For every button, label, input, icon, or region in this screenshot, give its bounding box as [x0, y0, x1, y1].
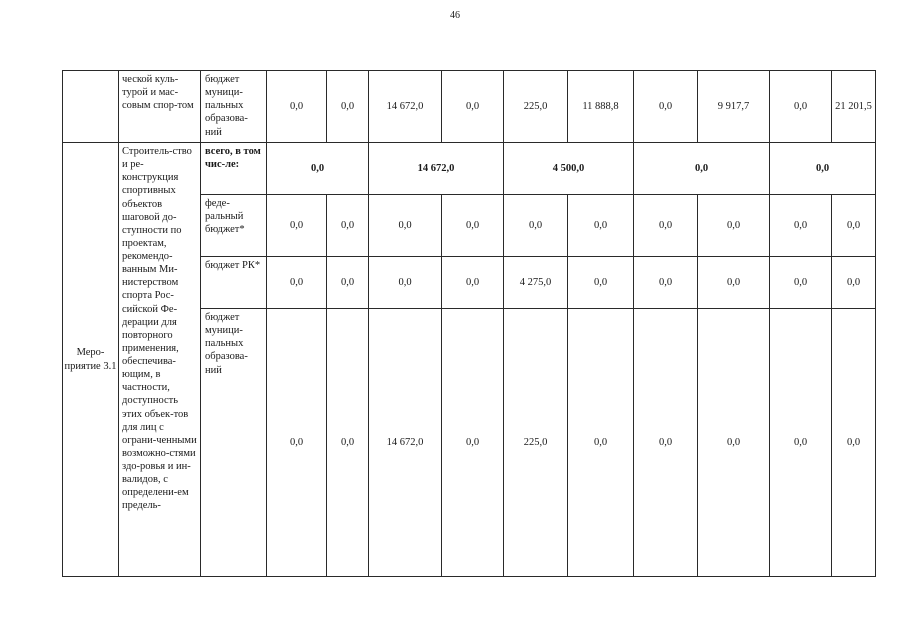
value-cell: 0,0 [267, 257, 327, 309]
table-row [63, 143, 876, 195]
total-value-cell: 0,0 [770, 143, 876, 195]
description-cell: Строитель-ство и ре-конструкция спортивных объектов шаговой до-ступности по проектам, рекомендо-ванным Ми-нистерством спорта Рос-сийской Фе-дерации для повторного применения, обеспечива-ющим, в частности, доступность этих объек-тов для лиц с ограни-ченными возможно-стями здо-ровья и ин-валидов, с определени-ем предель- [119, 143, 201, 577]
value-cell: 0,0 [327, 195, 369, 257]
total-value-cell: 0,0 [634, 143, 770, 195]
value-cell: 4 275,0 [504, 257, 568, 309]
value-cell: 0,0 [832, 195, 876, 257]
budget-source-cell: бюджет муници-пальных образова-ний [201, 309, 267, 577]
value-cell: 0,0 [568, 195, 634, 257]
value-cell: 0,0 [832, 257, 876, 309]
value-cell: 0,0 [770, 309, 832, 577]
page-number: 46 [450, 10, 460, 21]
total-value-cell: 4 500,0 [504, 143, 634, 195]
value-cell: 0,0 [442, 71, 504, 143]
value-cell: 0,0 [267, 309, 327, 577]
value-cell: 0,0 [832, 309, 876, 577]
value-cell: 0,0 [770, 195, 832, 257]
value-cell: 0,0 [327, 309, 369, 577]
value-cell: 0,0 [634, 257, 698, 309]
value-cell: 0,0 [770, 71, 832, 143]
value-cell: 0,0 [634, 71, 698, 143]
value-cell: 0,0 [698, 257, 770, 309]
budget-source-cell: бюджет муници-пальных образова-ний [201, 71, 267, 143]
value-cell: 0,0 [442, 195, 504, 257]
value-cell: 14 672,0 [369, 71, 442, 143]
value-cell: 0,0 [770, 257, 832, 309]
event-cell-empty [63, 71, 119, 143]
value-cell: 0,0 [504, 195, 568, 257]
total-value-cell: 0,0 [267, 143, 369, 195]
value-cell: 0,0 [267, 71, 327, 143]
budget-source-cell: всего, в том чис-ле: [201, 143, 267, 195]
budget-source-cell: бюджет РК* [201, 257, 267, 309]
value-cell: 0,0 [568, 257, 634, 309]
value-cell: 0,0 [568, 309, 634, 577]
value-cell: 0,0 [698, 309, 770, 577]
value-cell: 225,0 [504, 71, 568, 143]
event-label: Меро-приятие 3.1 [63, 143, 119, 577]
value-cell: 9 917,7 [698, 71, 770, 143]
value-cell: 0,0 [327, 257, 369, 309]
value-cell: 11 888,8 [568, 71, 634, 143]
value-cell: 225,0 [504, 309, 568, 577]
value-cell: 0,0 [698, 195, 770, 257]
value-cell: 0,0 [442, 309, 504, 577]
table-row [63, 71, 876, 143]
description-cell: ческой куль-турой и мас-совым спор-том [119, 71, 201, 143]
value-cell: 14 672,0 [369, 309, 442, 577]
budget-source-cell: феде-ральный бюджет* [201, 195, 267, 257]
value-cell: 21 201,5 [832, 71, 876, 143]
value-cell: 0,0 [369, 257, 442, 309]
total-value-cell: 14 672,0 [369, 143, 504, 195]
value-cell: 0,0 [634, 195, 698, 257]
value-cell: 0,0 [267, 195, 327, 257]
value-cell: 0,0 [369, 195, 442, 257]
value-cell: 0,0 [327, 71, 369, 143]
budget-table [62, 70, 876, 577]
value-cell: 0,0 [634, 309, 698, 577]
value-cell: 0,0 [442, 257, 504, 309]
